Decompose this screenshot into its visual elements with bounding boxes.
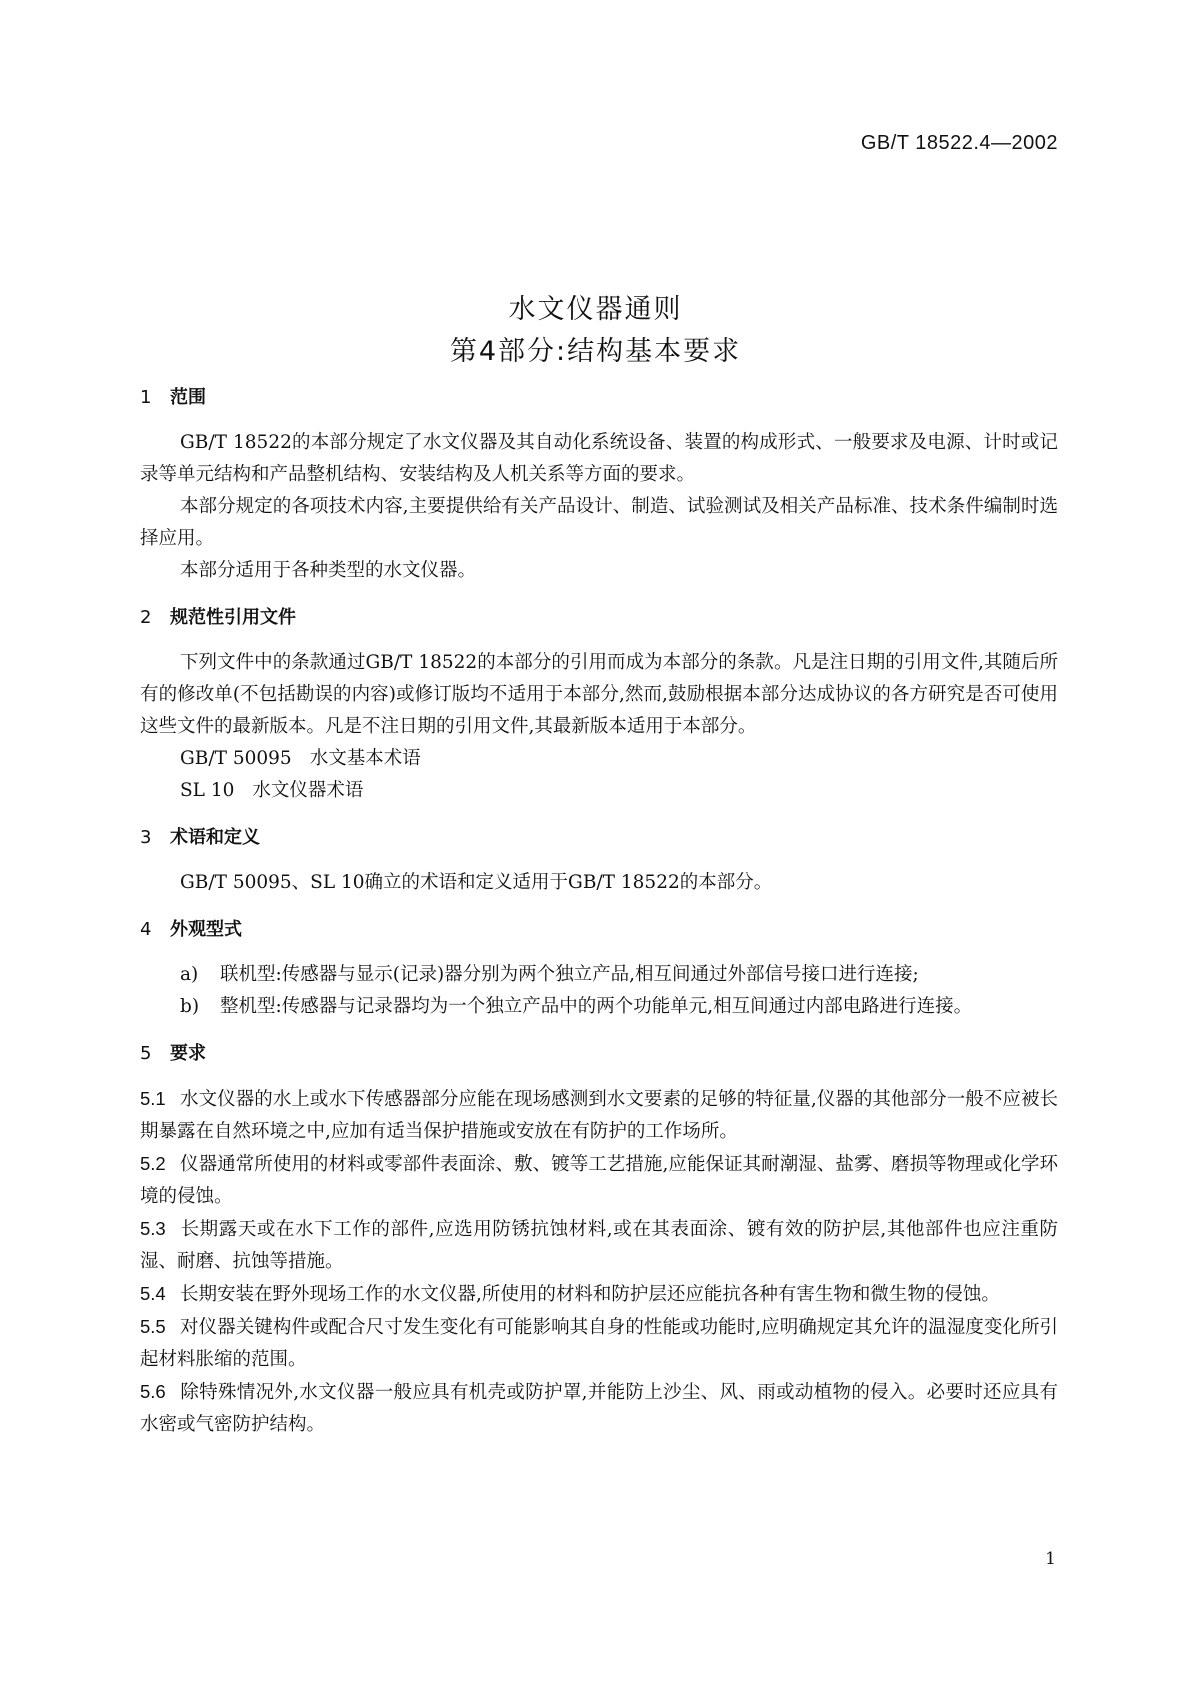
clause [140,1376,1058,1441]
section-appearance-types [140,915,1058,1023]
reference-name: 水文基本术语 [309,748,421,769]
document-title: 水文仪器通则 [508,294,683,325]
clause-text: 除特殊情况外,水文仪器一般应具有机壳或防护罩,并能防上沙尘、风、雨或动植物的侵入。必要时还应具有水密或气密防护结构。 [140,1382,1058,1435]
clause-number: 5.1 [140,1088,166,1109]
clause-text: 对仪器关键构件或配合尺寸发生变化有可能影响其自身的性能或功能时,应明确规定其允许的温湿度变化所引起材料胀缩的范围。 [140,1317,1058,1370]
section-title: 外观型式 [170,919,242,940]
list-text: 联机型:传感器与显示(记录)器分别为两个独立产品,相互间通过外部信号接口进行连接; [220,964,919,985]
section-heading [140,383,1058,413]
clause-text: 长期露天或在水下工作的部件,应选用防锈抗蚀材料,或在其表面涂、镀有效的防护层,其他部件也应注重防湿、耐磨、抗蚀等措施。 [140,1219,1058,1272]
list-item [140,991,1058,1023]
clause [140,1213,1058,1278]
document-body [140,383,1058,1457]
page-number: 1 [1045,1549,1056,1569]
clause [140,1083,1058,1148]
clause [140,1148,1058,1213]
reference-item [140,775,1058,807]
reference-code: GB/T 50095 [180,748,292,769]
section-title: 范围 [170,387,206,408]
section-number: 1 [140,387,152,408]
section-number: 5 [140,1043,152,1064]
paragraph: GB/T 18522的本部分规定了水文仪器及其自动化系统设备、装置的构成形式、一般要求及电源、计时或记录等单元结构和产品整机结构、安装结构及人机关系等方面的要求。 [140,432,1058,485]
section-scope [140,383,1058,587]
clause-number: 5.4 [140,1283,166,1304]
section-title: 规范性引用文件 [170,607,296,628]
section-heading [140,1039,1058,1069]
clause-number: 5.2 [140,1153,166,1174]
clause [140,1311,1058,1376]
clause-number: 5.5 [140,1316,166,1337]
clause-number: 5.3 [140,1218,166,1239]
list-marker: b) [180,996,200,1017]
section-heading [140,823,1058,853]
list-text: 整机型:传感器与记录器均为一个独立产品中的两个功能单元,相互间通过内部电路进行连接。 [220,996,973,1017]
section-number: 3 [140,827,152,848]
section-requirements [140,1039,1058,1441]
section-number: 4 [140,919,152,940]
section-heading [140,915,1058,945]
standard-code: GB/T 18522.4—2002 [860,132,1058,154]
paragraph: 下列文件中的条款通过GB/T 18522的本部分的引用而成为本部分的条款。凡是注日期的引用文件,其随后所有的修改单(不包括勘误的内容)或修订版均不适用于本部分,然而,鼓励根据本部分达成协议的各方研究是否可使用这些文件的最新版本。凡是不注日期的引用文件,其最新版本适用于本部分。 [140,652,1058,737]
section-normative-references [140,603,1058,807]
document-subtitle: 第4部分:结构基本要求 [449,336,742,367]
list-item [140,959,1058,991]
reference-code: SL 10 [180,780,235,801]
clause-text: 水文仪器的水上或水下传感器部分应能在现场感测到水文要素的足够的特征量,仪器的其他部分一般不应被长期暴露在自然环境之中,应加有适当保护措施或安放在有防护的工作场所。 [140,1089,1058,1142]
paragraph: GB/T 50095、SL 10确立的术语和定义适用于GB/T 18522的本部分。 [180,872,773,893]
list-marker: a) [180,964,199,985]
section-number: 2 [140,607,152,628]
section-title: 要求 [170,1043,206,1064]
clause-text: 仪器通常所使用的材料或零部件表面涂、敷、镀等工艺措施,应能保证其耐潮湿、盐雾、磨损等物理或化学环境的侵蚀。 [140,1154,1058,1207]
section-heading [140,603,1058,633]
clause-text: 长期安装在野外现场工作的水文仪器,所使用的材料和防护层还应能抗各种有害生物和微生物的侵蚀。 [180,1284,1000,1305]
clause [140,1278,1058,1311]
paragraph: 本部分规定的各项技术内容,主要提供给有关产品设计、制造、试验测试及相关产品标准、技术条件编制时选择应用。 [140,496,1058,549]
section-terms-definitions [140,823,1058,899]
paragraph: 本部分适用于各种类型的水文仪器。 [180,560,477,581]
reference-item [140,743,1058,775]
reference-name: 水文仪器术语 [252,780,364,801]
clause-number: 5.6 [140,1381,166,1402]
section-title: 术语和定义 [170,827,260,848]
